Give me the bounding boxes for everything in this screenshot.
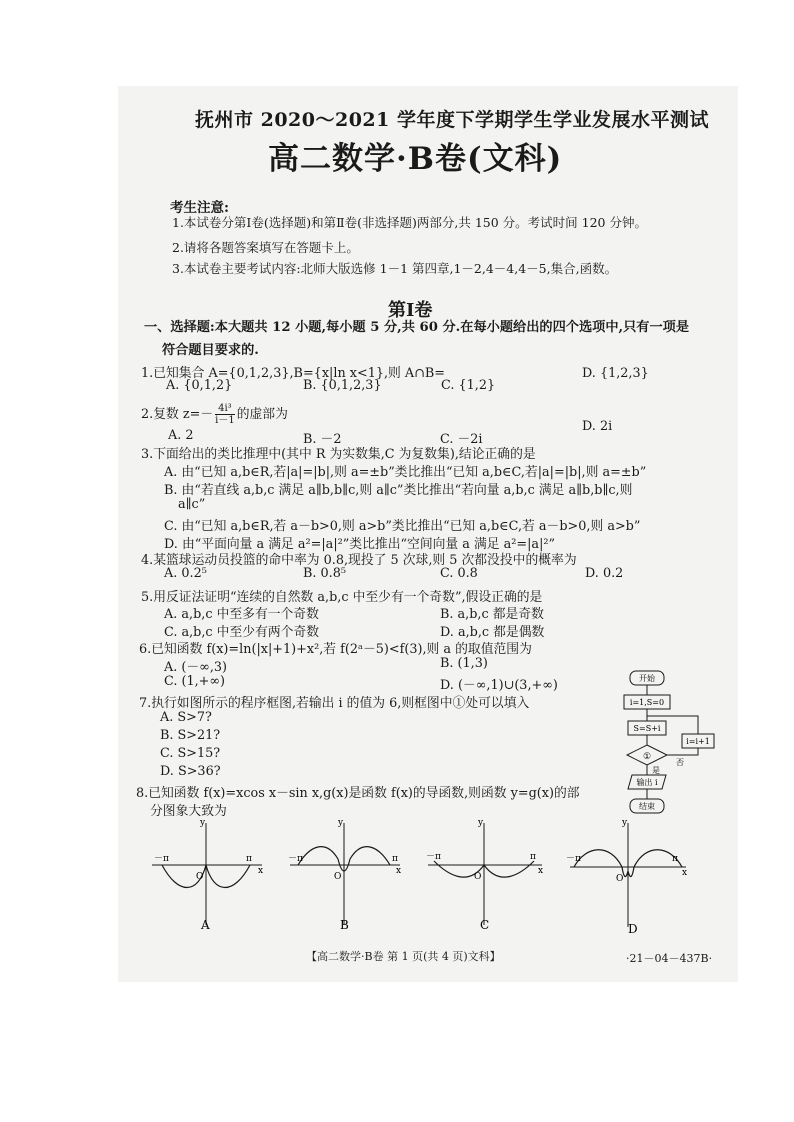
flow-init-label: i=1,S=0 bbox=[629, 698, 665, 707]
part-instructions-cont: 符合题目要求的. bbox=[162, 343, 259, 358]
q2-fraction-numerator: 4i³ bbox=[215, 403, 235, 415]
q2-fraction-denominator: i－1 bbox=[215, 415, 235, 426]
notice-item: 1.本试卷分第Ⅰ卷(选择题)和第Ⅱ卷(非选择题)两部分,共 150 分。考试时间 120 分钟。 bbox=[172, 215, 647, 230]
graph-c-neg-pi: －π bbox=[426, 852, 441, 862]
graph-b-pi: π bbox=[392, 854, 398, 864]
q3-option-d: D. 由“平面向量 a 满足 a²=|a|²”类比推出“空间向量 a 满足 a²=|a|²” bbox=[164, 537, 556, 552]
flow-condition-label: ① bbox=[642, 752, 652, 762]
q2-option-b: B. －2 bbox=[303, 432, 342, 447]
graph-b-label: B bbox=[340, 918, 349, 932]
q7-option-c: C. S>15? bbox=[160, 746, 221, 761]
q2-stem-post: 的虚部为 bbox=[236, 407, 288, 422]
exam-code: ·21－04－437B· bbox=[626, 952, 713, 965]
q3-option-b-cont: a∥c” bbox=[178, 497, 206, 512]
flow-output-label: 输出 i bbox=[636, 778, 658, 787]
q4-option-b: B. 0.8⁵ bbox=[303, 566, 347, 581]
question-6-stem: 6.已知函数 f(x)=ln(|x|+1)+x²,若 f(2ᵃ－5)<f(3),则 a 的取值范围为 bbox=[139, 642, 532, 657]
q6-option-d: D. (－∞,1)∪(3,+∞) bbox=[440, 678, 558, 693]
q2-option-c: C. －2i bbox=[440, 432, 483, 447]
graph-c-x-label: x bbox=[538, 866, 544, 876]
question-7-stem: 7.执行如图所示的程序框图,若输出 i 的值为 6,则框图中①处可以填入 bbox=[139, 696, 530, 711]
question-1-stem: 1.已知集合 A={0,1,2,3},B={x|ln x<1},则 A∩B= bbox=[141, 366, 445, 381]
q1-option-d: D. {1,2,3} bbox=[582, 366, 649, 381]
graph-b-origin: O bbox=[334, 872, 342, 882]
graph-d-neg-pi: －π bbox=[566, 854, 581, 864]
q4-option-c: C. 0.8 bbox=[440, 566, 478, 581]
graph-c-y-label: y bbox=[478, 818, 484, 828]
q6-option-b: B. (1,3) bbox=[440, 656, 488, 671]
question-3-stem: 3.下面给出的类比推理中(其中 R 为实数集,C 为复数集),结论正确的是 bbox=[141, 447, 536, 462]
graph-d-x-label: x bbox=[682, 868, 688, 878]
graph-a bbox=[148, 815, 266, 935]
exam-subtitle: 高二数学·B卷(文科) bbox=[268, 141, 563, 177]
q3-option-c: C. 由“已知 a,b∈R,若 a－b>0,则 a>b”类比推出“已知 a,b∈C,若 a－b>0,则 a>b” bbox=[164, 519, 641, 534]
flow-increment-label: i=i+1 bbox=[686, 737, 710, 746]
question-8-stem: 8.已知函数 f(x)=xcos x－sin x,g(x)是函数 f(x)的导函数,则函数 y=g(x)的部 bbox=[136, 786, 580, 801]
graph-d-label: D bbox=[628, 922, 638, 936]
q4-option-a: A. 0.2⁵ bbox=[164, 566, 207, 581]
q6-option-a: A. (－∞,3) bbox=[164, 660, 228, 675]
part-instructions: 一、选择题:本大题共 12 小题,每小题 5 分,共 60 分.在每小题给出的四个选项中,只有一项是 bbox=[144, 320, 690, 335]
graph-b-x-label: x bbox=[396, 866, 402, 876]
flow-yes-label: 是 bbox=[652, 766, 660, 775]
graph-c-pi: π bbox=[530, 852, 536, 862]
q1-option-c: C. {1,2} bbox=[441, 378, 496, 393]
q2-stem-pre: 2.复数 z=－ bbox=[141, 407, 214, 422]
notice-heading: 考生注意: bbox=[170, 200, 229, 216]
question-2-stem bbox=[141, 403, 288, 426]
question-5-stem: 5.用反证法证明“连续的自然数 a,b,c 中至少有一个奇数”,假设正确的是 bbox=[141, 590, 543, 605]
notice-item: 2.请将各题答案填写在答题卡上。 bbox=[172, 240, 359, 255]
notice-item: 3.本试卷主要考试内容:北师大版选修 1－1 第四章,1－2,4－4,4－5,集合,函数。 bbox=[172, 261, 618, 276]
graph-a-neg-pi: －π bbox=[154, 854, 169, 864]
graph-b bbox=[286, 815, 404, 935]
q3-option-a: A. 由“已知 a,b∈R,若|a|=|b|,则 a=±b”类比推出“已知 a,b∈C,若|a|=|b|,则 a=±b” bbox=[164, 465, 647, 480]
q5-option-a: A. a,b,c 中至多有一个奇数 bbox=[164, 607, 319, 622]
question-8-stem-cont: 分图象大致为 bbox=[150, 804, 227, 819]
q4-option-d: D. 0.2 bbox=[585, 566, 624, 581]
graph-d-origin: O bbox=[616, 874, 624, 884]
q2-option-d: D. 2i bbox=[582, 419, 613, 434]
graph-a-y-label: y bbox=[200, 818, 206, 828]
exam-title: 抚州市 2020～2021 学年度下学期学生学业发展水平测试 bbox=[195, 109, 709, 131]
question-4-stem: 4.某篮球运动员投篮的命中率为 0.8,现投了 5 次球,则 5 次都没投中的概率为 bbox=[141, 553, 577, 568]
page-footer: 【高二数学·B卷 第 1 页(共 4 页)文科】 bbox=[306, 950, 501, 963]
graph-a-pi: π bbox=[246, 854, 252, 864]
flow-no-label: 否 bbox=[676, 758, 684, 767]
graph-b-y-label: y bbox=[338, 818, 344, 828]
graph-d-pi: π bbox=[672, 854, 678, 864]
q5-option-b: B. a,b,c 都是奇数 bbox=[440, 607, 544, 622]
q1-option-a: A. {0,1,2} bbox=[166, 378, 233, 393]
flow-start-label: 开始 bbox=[639, 674, 655, 683]
graph-a-label: A bbox=[201, 918, 210, 932]
graph-c bbox=[424, 815, 546, 935]
flow-update-label: S=S+i bbox=[633, 724, 661, 733]
q5-option-d: D. a,b,c 都是偶数 bbox=[440, 625, 545, 640]
graph-d bbox=[566, 815, 690, 939]
q7-option-d: D. S>36? bbox=[160, 764, 221, 779]
graph-c-origin: O bbox=[474, 872, 482, 882]
graph-d-y-label: y bbox=[622, 818, 628, 828]
q7-option-b: B. S>21? bbox=[160, 728, 221, 743]
q6-option-c: C. (1,+∞) bbox=[164, 674, 226, 689]
q2-option-a: A. 2 bbox=[168, 428, 194, 443]
q7-option-a: A. S>7? bbox=[160, 710, 212, 725]
graph-c-label: C bbox=[480, 918, 490, 932]
section-title: 第Ⅰ卷 bbox=[388, 300, 433, 321]
graph-a-x-label: x bbox=[258, 866, 264, 876]
q1-option-b: B. {0,1,2,3} bbox=[303, 378, 382, 393]
graph-a-origin: O bbox=[196, 872, 204, 882]
graph-b-neg-pi: －π bbox=[288, 854, 303, 864]
q5-option-c: C. a,b,c 中至少有两个奇数 bbox=[164, 625, 320, 640]
program-flowchart bbox=[612, 666, 722, 826]
q3-option-b: B. 由“若直线 a,b,c 满足 a∥b,b∥c,则 a∥c”类比推出“若向量 a,b,c 满足 a∥b,b∥c,则 bbox=[164, 483, 633, 498]
flow-end-label: 结束 bbox=[639, 802, 655, 811]
